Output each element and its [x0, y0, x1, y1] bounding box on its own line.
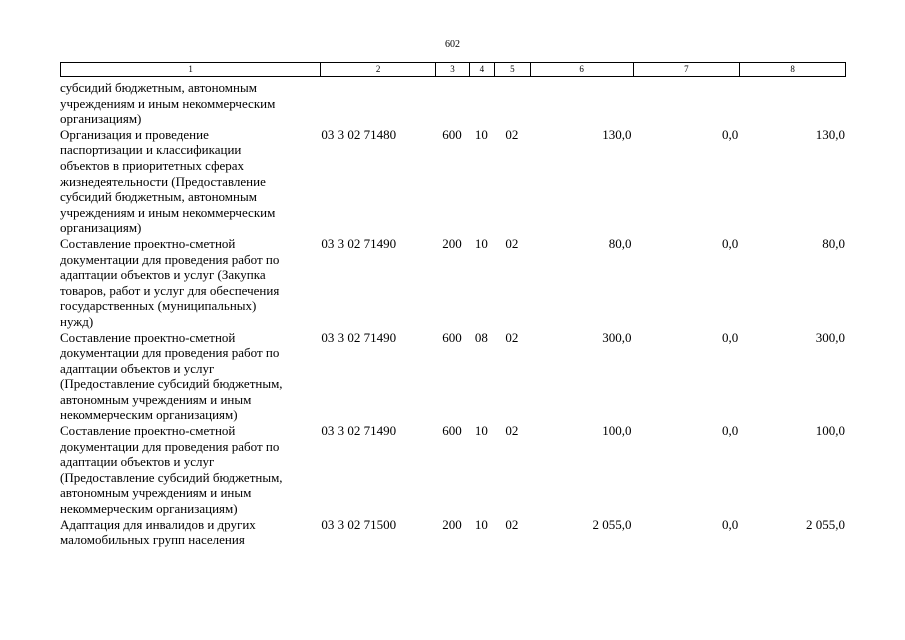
row-amount-col7: 0,0	[722, 423, 739, 439]
row-name-line: адаптации объектов и услуг (Закупка	[60, 267, 266, 283]
row-amount-col8: 80,0	[822, 235, 845, 251]
header-col-3: 3	[436, 63, 470, 76]
row-section	[469, 80, 494, 127]
row-section: 10	[474, 516, 488, 532]
row-name	[60, 127, 320, 236]
row-amount-col6: 2 055,0	[592, 516, 632, 532]
row-amount-col8: 130,0	[815, 126, 845, 142]
row-amount-col6: 100,0	[602, 423, 632, 439]
row-amount-col7: 0,0	[722, 235, 739, 251]
row-code: 03 3 02 71500	[321, 516, 397, 532]
row-name-line: товаров, работ и услуг для обеспечения	[60, 282, 280, 298]
table-row	[60, 517, 846, 548]
row-amount-col7: 0,0	[722, 516, 739, 532]
row-expense-type	[435, 80, 469, 127]
table-row	[60, 236, 846, 330]
header-col-6: 6	[531, 63, 634, 76]
row-code: 03 3 02 71490	[321, 329, 397, 345]
row-name-line: адаптации объектов и услуг	[60, 454, 215, 470]
header-col-5: 5	[495, 63, 531, 76]
row-amount-col8	[739, 80, 846, 127]
row-name-line: нужд)	[60, 313, 94, 329]
header-col-7: 7	[634, 63, 741, 76]
row-amount-col7: 0,0	[722, 329, 739, 345]
row-amount-col6: 300,0	[602, 329, 632, 345]
row-name-line: документации для проведения работ по	[60, 438, 280, 454]
row-name-line: Организация и проведение	[60, 126, 209, 142]
row-amount-col6: 80,0	[608, 235, 632, 251]
row-amount-col8: 2 055,0	[806, 516, 845, 532]
row-name-line: документации для проведения работ по	[60, 251, 280, 267]
table-row	[60, 127, 846, 236]
row-name-line: паспортизации и классификации	[60, 142, 242, 158]
row-amount-col7: 0,0	[722, 126, 739, 142]
row-subsection: 02	[505, 329, 519, 345]
row-amount-col8: 300,0	[815, 329, 845, 345]
row-expense-type: 600	[442, 423, 462, 439]
row-name-line: некоммерческим организациям)	[60, 501, 238, 517]
row-section: 10	[474, 235, 488, 251]
table-row	[60, 330, 846, 424]
row-name-line: субсидий бюджетным, автономным	[60, 189, 257, 205]
row-expense-type: 200	[442, 516, 462, 532]
row-name-line: автономным учреждениям и иным	[60, 391, 252, 407]
row-section: 10	[474, 126, 488, 142]
row-name-line: маломобильных групп населения	[60, 532, 245, 548]
row-code	[320, 80, 435, 127]
row-name	[60, 80, 320, 127]
row-name-line: учреждениям и иным некоммерческим	[60, 95, 276, 111]
row-name-line: учреждениям и иным некоммерческим	[60, 204, 276, 220]
row-name	[60, 517, 320, 548]
row-expense-type: 600	[442, 329, 462, 345]
row-name-line: (Предоставление субсидий бюджетным,	[60, 469, 283, 485]
row-amount-col6: 130,0	[602, 126, 632, 142]
row-name-line: жизнедеятельности (Предоставление	[60, 173, 266, 189]
row-name-line: Адаптация для инвалидов и других	[60, 516, 256, 532]
header-col-4: 4	[470, 63, 495, 76]
table-row	[60, 423, 846, 517]
row-amount-col6	[530, 80, 633, 127]
row-subsection	[494, 80, 530, 127]
row-name-line: организациям)	[60, 111, 142, 127]
row-section: 08	[474, 329, 488, 345]
row-name-line: (Предоставление субсидий бюджетным,	[60, 376, 283, 392]
row-name-line: субсидий бюджетным, автономным	[60, 80, 257, 95]
row-code: 03 3 02 71490	[321, 423, 397, 439]
header-col-1: 1	[61, 63, 321, 76]
table-body	[60, 80, 846, 548]
header-col-8: 8	[790, 64, 795, 74]
row-name-line: автономным учреждениям и иным	[60, 485, 252, 501]
row-name-line: Составление проектно-сметной	[60, 329, 236, 345]
row-name-line: адаптации объектов и услуг	[60, 360, 215, 376]
row-subsection: 02	[505, 423, 519, 439]
header-col-2: 2	[321, 63, 436, 76]
row-subsection: 02	[505, 235, 519, 251]
row-subsection: 02	[505, 516, 519, 532]
row-name	[60, 236, 320, 330]
page-number: 602	[445, 39, 460, 50]
table-row	[60, 80, 846, 127]
row-amount-col8: 100,0	[815, 423, 845, 439]
row-code: 03 3 02 71480	[321, 126, 397, 142]
row-name-line: документации для проведения работ по	[60, 345, 280, 361]
row-name-line: некоммерческим организациям)	[60, 407, 238, 423]
row-expense-type: 200	[442, 235, 462, 251]
row-amount-col7	[633, 80, 740, 127]
row-name	[60, 423, 320, 517]
row-name-line: объектов в приоритетных сферах	[60, 157, 245, 173]
row-name-line: организациям)	[60, 220, 142, 236]
row-section: 10	[474, 423, 488, 439]
table-header	[60, 62, 846, 77]
row-code: 03 3 02 71490	[321, 235, 397, 251]
row-subsection: 02	[505, 126, 519, 142]
row-name	[60, 330, 320, 424]
row-name-line: Составление проектно-сметной	[60, 423, 236, 439]
row-expense-type: 600	[442, 126, 462, 142]
row-name-line: государственных (муниципальных)	[60, 298, 257, 314]
row-name-line: Составление проектно-сметной	[60, 235, 236, 251]
